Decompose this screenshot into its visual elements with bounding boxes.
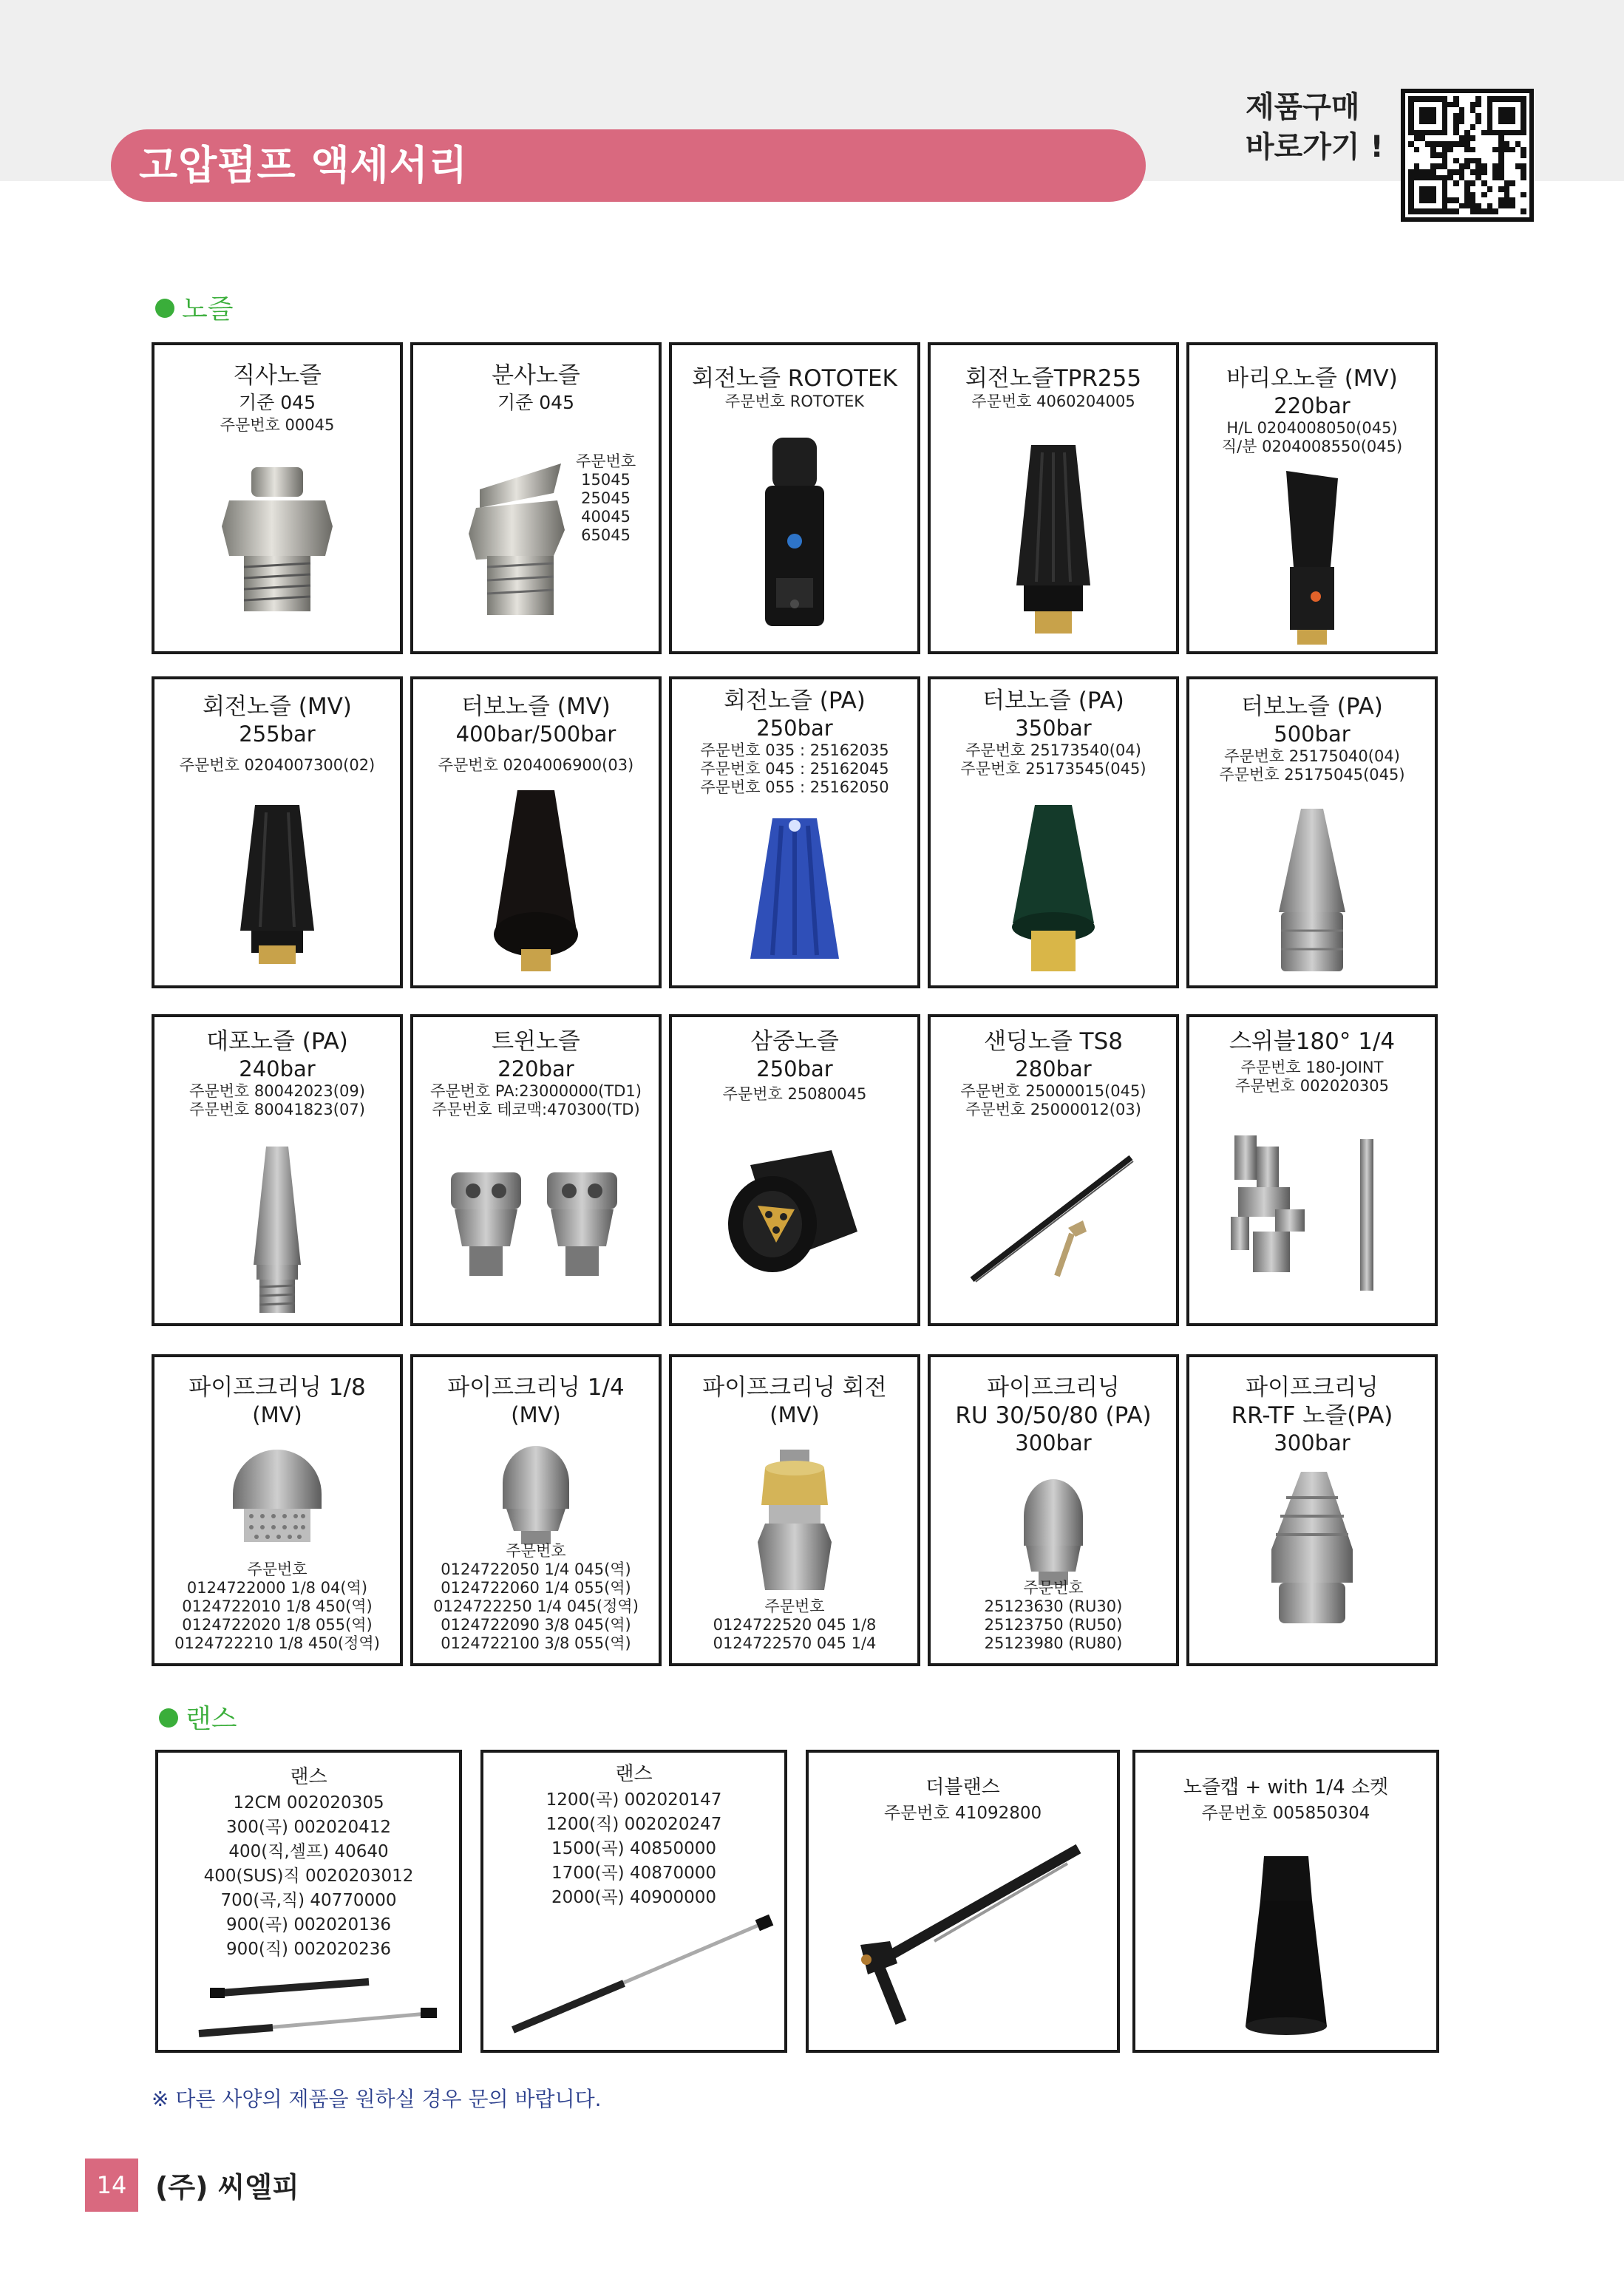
order-number: H/L 0204008050(045) <box>1226 419 1398 437</box>
order-number: 0124722020 1/8 055(역) <box>182 1616 373 1634</box>
order-number: 0124722010 1/8 450(역) <box>182 1597 373 1615</box>
order-number: 0124722000 1/8 04(역) <box>186 1579 368 1597</box>
order-number: 주문번호 4060204005 <box>971 393 1135 410</box>
product-card[interactable] <box>410 1354 662 1666</box>
product-card[interactable] <box>152 676 403 988</box>
order-label: 주문번호 <box>576 452 636 470</box>
product-spec: 기준 045 <box>239 392 316 413</box>
product-name: 대포노즐 (PA) <box>206 1028 348 1055</box>
order-number: 직/분 0204008550(045) <box>1221 438 1403 455</box>
order-number: 0124722250 1/4 045(정역) <box>433 1597 639 1615</box>
product-card[interactable] <box>669 1014 920 1326</box>
order-number: 25123630 (RU30) <box>984 1597 1123 1615</box>
order-number: 주문번호 25173540(04) <box>965 741 1141 759</box>
order-number: 주문번호 25000015(045) <box>960 1082 1146 1100</box>
order-number: 주문번호 180-JOINT <box>1240 1059 1384 1076</box>
section-lance <box>159 1698 237 1736</box>
rotary-nozzle-tpr-image <box>1005 438 1101 637</box>
order-number: 25123750 (RU50) <box>984 1616 1123 1634</box>
buy-line-1: 제품구매 <box>1246 90 1360 124</box>
order-number: 0124722210 1/8 450(정역) <box>174 1634 380 1652</box>
turbo-nozzle-pa-350-image <box>1002 798 1105 975</box>
footer-note: ※ 다른 사양의 제품을 원하실 경우 문의 바랍니다. <box>152 2087 602 2111</box>
turbo-nozzle-pa-500-image <box>1268 801 1356 979</box>
order-number: 25123980 (RU80) <box>984 1634 1123 1652</box>
order-number: 주문번호 80041823(07) <box>189 1101 365 1118</box>
lance-card[interactable] <box>480 1750 787 2053</box>
product-name: 분사노즐 <box>492 362 580 389</box>
product-card[interactable] <box>669 1354 920 1666</box>
product-name: 직사노즐 <box>233 362 322 389</box>
company-name: (주) 씨엘피 <box>155 2171 299 2204</box>
pipe-cleaning-rr-tf-image <box>1257 1468 1368 1638</box>
pipe-cleaning-1-8-image <box>225 1442 329 1553</box>
order-number: 400(SUS)직 0020203012 <box>203 1867 414 1886</box>
order-number: 0124722060 1/4 055(역) <box>441 1579 631 1597</box>
section-nozzle <box>155 288 234 326</box>
spray-nozzle-image <box>465 449 568 619</box>
product-name: 파이프크리닝 회전 <box>702 1374 887 1401</box>
order-number: 0124722050 1/4 045(역) <box>441 1560 631 1578</box>
product-name: 파이프크리닝 1/8 <box>188 1374 366 1401</box>
product-spec: 350bar <box>1015 716 1092 741</box>
product-card[interactable] <box>1186 1354 1438 1666</box>
cannon-nozzle-image <box>240 1139 314 1317</box>
turbo-nozzle-mv-image <box>484 783 588 975</box>
product-spec: 280bar <box>1015 1056 1092 1081</box>
order-number: 0124722090 3/8 045(역) <box>441 1616 631 1634</box>
section-nozzle-label: 노즐 <box>182 294 234 325</box>
order-number: 1500(곡) 40850000 <box>551 1839 717 1858</box>
product-name: 회전노즐 (MV) <box>203 693 352 720</box>
order-number: 주문번호 테코맥:470300(TD) <box>432 1101 640 1118</box>
product-name: 파이프크리닝 <box>987 1374 1120 1401</box>
product-card[interactable] <box>1186 342 1438 654</box>
straight-nozzle-image <box>218 460 336 615</box>
pipe-cleaning-1-4-image <box>492 1435 580 1546</box>
qr-code[interactable] <box>1401 89 1534 222</box>
product-spec: 250bar <box>756 1056 833 1081</box>
lance-card[interactable] <box>806 1750 1120 2053</box>
rotary-nozzle-image <box>750 430 839 637</box>
order-number: 15045 <box>581 471 631 489</box>
product-card[interactable] <box>928 676 1179 988</box>
product-name: 스위블180° 1/4 <box>1229 1028 1396 1055</box>
order-label: 주문번호 <box>764 1597 825 1615</box>
nozzle-cap-image <box>1238 1849 1334 2041</box>
product-card[interactable] <box>1186 1014 1438 1326</box>
product-spec: RR-TF 노즐(PA) <box>1231 1402 1393 1429</box>
order-number: 주문번호 035 : 25162035 <box>700 741 889 759</box>
product-name: 랜스 <box>290 1766 327 1788</box>
lance-card[interactable] <box>155 1750 462 2053</box>
order-number: 주문번호 055 : 25162050 <box>700 778 889 796</box>
order-number: 65045 <box>581 526 631 544</box>
buy-link-label[interactable] <box>1246 87 1393 167</box>
product-card[interactable] <box>410 342 662 654</box>
product-name: 터보노즐 (MV) <box>461 693 611 720</box>
product-spec: (MV) <box>252 1402 302 1427</box>
swivel-joint-image <box>1220 1128 1404 1298</box>
order-number: 1200(곡) 002020147 <box>546 1790 722 1810</box>
product-name: 노즐캡 + with 1/4 소켓 <box>1183 1776 1389 1799</box>
order-number: 주문번호 PA:23000000(TD1) <box>430 1082 642 1100</box>
bullet-icon <box>159 1708 178 1728</box>
product-spec: 255bar <box>239 721 316 747</box>
product-card[interactable] <box>928 1014 1179 1326</box>
order-number: 0124722100 3/8 055(역) <box>441 1634 631 1652</box>
product-card[interactable] <box>928 1354 1179 1666</box>
product-card[interactable] <box>152 1014 403 1326</box>
order-number: 25045 <box>581 489 631 507</box>
order-number: 700(곡,직) 40770000 <box>220 1891 397 1910</box>
order-number: 주문번호 0204007300(02) <box>179 756 376 774</box>
product-card[interactable] <box>928 342 1179 654</box>
product-name: 파이프크리닝 <box>1246 1374 1379 1401</box>
order-number: 1200(직) 002020247 <box>546 1815 722 1834</box>
rotary-nozzle-pa-image <box>743 811 846 974</box>
order-number: 주문번호 00045 <box>220 416 335 434</box>
product-spec: (MV) <box>769 1402 820 1427</box>
product-name: 터보노즐 (PA) <box>982 687 1124 714</box>
buy-line-2: 바로가기 ! <box>1246 130 1384 164</box>
order-number: 주문번호 25000012(03) <box>965 1101 1141 1118</box>
sanding-nozzle-image <box>957 1147 1149 1294</box>
product-name: 바리오노즐 (MV) <box>1226 365 1398 392</box>
lance-short-image <box>177 1974 443 2041</box>
double-lance-image <box>831 1834 1104 2034</box>
rotary-nozzle-mv-image <box>229 798 325 968</box>
product-spec: RU 30/50/80 (PA) <box>955 1402 1152 1429</box>
product-card[interactable] <box>1186 676 1438 988</box>
page-title: 고압펌프 액세서리 <box>111 129 1146 202</box>
order-number: 주문번호 0204006900(03) <box>438 756 634 774</box>
order-number: 주문번호 002020305 <box>1234 1077 1390 1095</box>
product-pressure: 300bar <box>1274 1430 1350 1456</box>
order-label: 주문번호 <box>1023 1579 1084 1597</box>
order-number: 주문번호 25175045(045) <box>1219 766 1405 784</box>
order-number: 0124722520 045 1/8 <box>713 1616 877 1634</box>
order-number: 900(곡) 002020136 <box>225 1915 392 1935</box>
product-card[interactable] <box>669 342 920 654</box>
product-spec: 220bar <box>1274 393 1350 418</box>
product-spec: 240bar <box>239 1056 316 1081</box>
order-number: 주문번호 25173545(045) <box>960 760 1146 778</box>
product-name: 회전노즐 (PA) <box>724 687 866 714</box>
product-name: 회전노즐 ROTOTEK <box>692 365 897 392</box>
product-card[interactable] <box>669 676 920 988</box>
twin-nozzle-image <box>440 1165 632 1283</box>
order-number: 주문번호 41092800 <box>883 1804 1042 1823</box>
order-number: 주문번호 ROTOTEK <box>724 393 865 410</box>
lance-long-image <box>498 1908 779 2041</box>
triple-nozzle-image <box>721 1143 869 1283</box>
bullet-icon <box>155 299 174 318</box>
product-card[interactable] <box>410 676 662 988</box>
order-number: 900(직) 002020236 <box>225 1940 392 1959</box>
order-label: 주문번호 <box>247 1560 308 1578</box>
product-name: 터보노즐 (PA) <box>1241 693 1383 720</box>
order-number: 400(직,셀프) 40640 <box>228 1842 389 1861</box>
product-name: 더블랜스 <box>925 1776 1000 1799</box>
order-number: 주문번호 25175040(04) <box>1224 747 1400 765</box>
order-number: 40045 <box>581 508 631 526</box>
order-number: 12CM 002020305 <box>233 1793 384 1813</box>
product-name: 트윈노즐 <box>492 1028 580 1055</box>
product-card[interactable] <box>152 1354 403 1666</box>
order-number: 2000(곡) 40900000 <box>551 1888 717 1907</box>
pipe-cleaning-rotary-image <box>747 1446 843 1601</box>
product-card[interactable] <box>152 342 403 654</box>
page-number: 14 <box>85 2159 138 2212</box>
order-label: 주문번호 <box>506 1542 566 1560</box>
order-number: 주문번호 80042023(09) <box>189 1082 365 1100</box>
order-number: 주문번호 005850304 <box>1201 1804 1370 1823</box>
product-spec: 400bar/500bar <box>455 721 616 747</box>
pipe-cleaning-ru-image <box>1005 1468 1101 1586</box>
order-number: 300(곡) 002020412 <box>225 1818 392 1837</box>
order-number: 0124722570 045 1/4 <box>713 1634 877 1652</box>
section-lance-label: 랜스 <box>186 1704 237 1734</box>
product-spec: 250bar <box>756 716 833 741</box>
product-spec: 기준 045 <box>497 392 574 413</box>
order-number: 1700(곡) 40870000 <box>551 1864 717 1883</box>
vario-nozzle-image <box>1271 463 1353 648</box>
lance-card[interactable] <box>1132 1750 1439 2053</box>
product-spec: 220bar <box>497 1056 574 1081</box>
product-pressure: 300bar <box>1015 1430 1092 1456</box>
product-spec: (MV) <box>511 1402 561 1427</box>
product-name: 삼중노즐 <box>750 1028 839 1055</box>
order-number: 주문번호 045 : 25162045 <box>700 760 889 778</box>
product-name: 랜스 <box>615 1763 653 1785</box>
product-name: 회전노즐TPR255 <box>965 365 1142 392</box>
order-number: 주문번호 25080045 <box>722 1085 867 1103</box>
product-card[interactable] <box>410 1014 662 1326</box>
product-spec: 500bar <box>1274 721 1350 747</box>
product-name: 파이프크리닝 1/4 <box>447 1374 625 1401</box>
product-name: 샌딩노즐 TS8 <box>984 1028 1123 1055</box>
